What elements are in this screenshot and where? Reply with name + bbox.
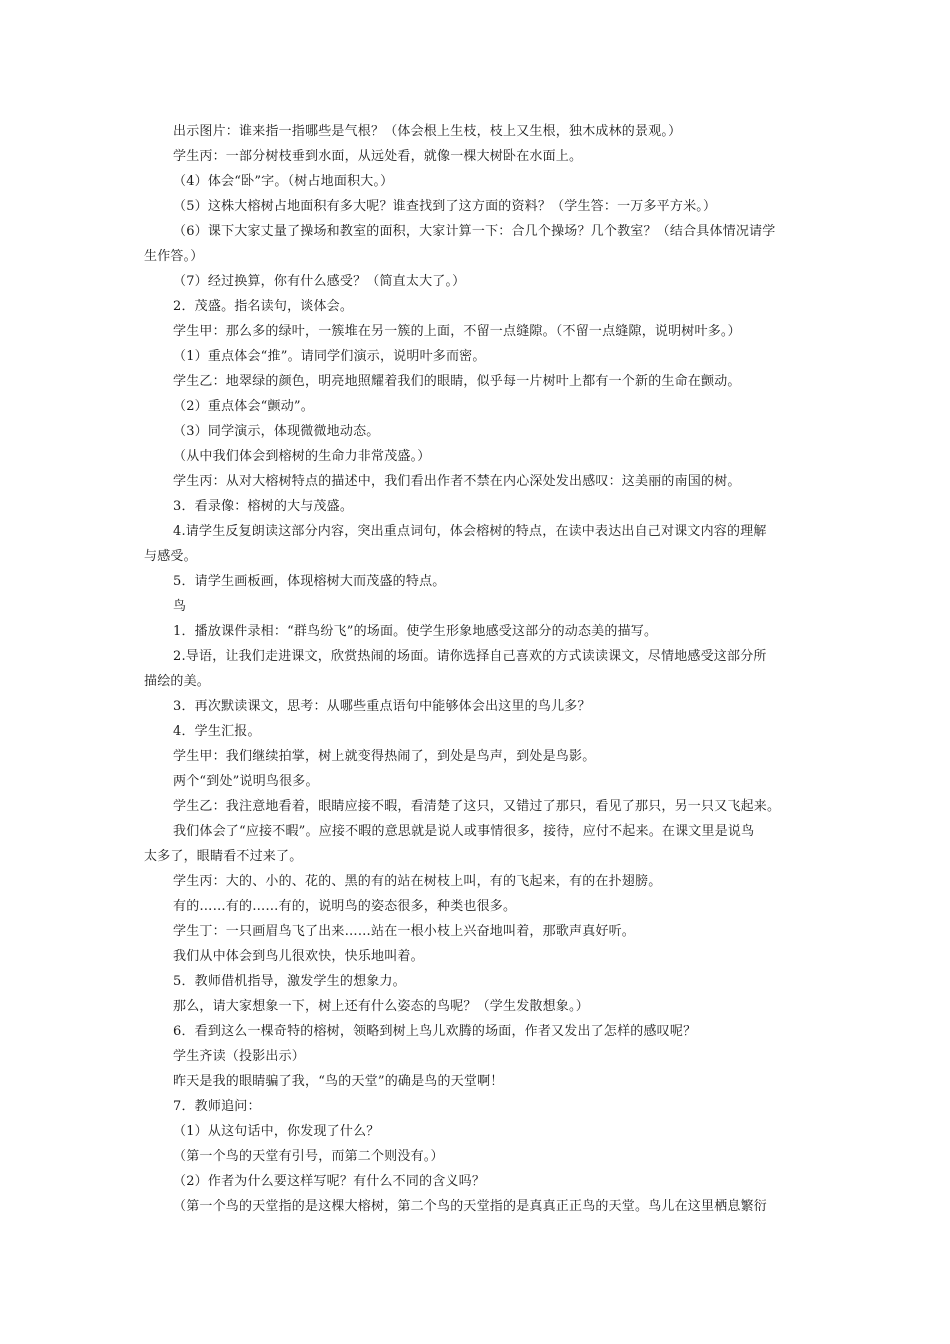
text-line: 3．再次默读课文，思考：从哪些重点语句中能够体会出这里的鸟儿多？ — [173, 699, 591, 714]
text-line: 出示图片：谁来指一指哪些是气根？（体会根上生枝，枝上又生根，独木成林的景观。） — [173, 124, 682, 139]
text-line: 学生丙：从对大榕树特点的描述中，我们看出作者不禁在内心深处发出感叹：这美丽的南国的树。 — [173, 474, 741, 489]
text-line: （2）重点体会“颤动”。 — [173, 399, 314, 414]
text-line: 学生丙：一部分树枝垂到水面，从远处看，就像一棵大树卧在水面上。 — [173, 149, 583, 164]
text-line: （第一个鸟的天堂有引号，而第二个则没有。） — [173, 1149, 444, 1164]
text-line: （2）作者为什么要这样写呢？有什么不同的含义吗？ — [173, 1174, 486, 1189]
text-line: 学生齐读（投影出示） — [173, 1049, 306, 1064]
text-line: 学生甲：那么多的绿叶，一簇堆在另一簇的上面，不留一点缝隙。（不留一点缝隙，说明树叶多。） — [173, 324, 741, 339]
text-line: （第一个鸟的天堂指的是这棵大榕树，第二个鸟的天堂指的是真真正正鸟的天堂。鸟儿在这里栖息繁衍 — [173, 1199, 768, 1214]
text-line: （4）体会“卧”字。（树占地面积大。） — [173, 174, 394, 189]
text-line: 生作答。） — [144, 249, 204, 264]
text-line: （1）从这句话中，你发现了什么？ — [173, 1124, 380, 1139]
text-line: 我们从中体会到鸟儿很欢快，快乐地叫着。 — [173, 949, 424, 964]
text-line: 1．播放课件录相：“群鸟纷飞”的场面。使学生形象地感受这部分的动态美的描写。 — [173, 624, 658, 639]
text-line: 5．教师借机指导，激发学生的想象力。 — [173, 974, 406, 989]
text-line: 与感受。 — [144, 549, 197, 564]
text-line: 学生丙：大的、小的、花的、黑的有的站在树枝上叫，有的飞起来，有的在扑翅膀。 — [173, 874, 662, 889]
text-line: 2.导语，让我们走进课文，欣赏热闹的场面。请你选择自己喜欢的方式读读课文，尽情地感受这部分所 — [173, 649, 767, 664]
text-line: 学生甲：我们继续拍掌，树上就变得热闹了，到处是鸟声，到处是鸟影。 — [173, 749, 596, 764]
section-heading: 鸟 — [173, 599, 187, 614]
text-line: 2．茂盛。指名读句，谈体会。 — [173, 299, 354, 314]
text-line: 学生乙：我注意地看着，眼睛应接不暇，看清楚了这只，又错过了那只，看见了那只，另一只又飞起来。 — [173, 799, 781, 814]
text-line: 昨天是我的眼睛骗了我，“鸟的天堂”的确是鸟的天堂啊！ — [173, 1074, 504, 1089]
text-line: 7．教师追问： — [173, 1099, 261, 1114]
text-line: 太多了，眼睛看不过来了。 — [144, 849, 303, 864]
text-line: 3．看录像：榕树的大与茂盛。 — [173, 499, 354, 514]
text-line: 6．看到这么一棵奇特的榕树，领略到树上鸟儿欢腾的场面，作者又发出了怎样的感叹呢？ — [173, 1024, 697, 1039]
text-line: （7）经过换算，你有什么感受？（简直太大了。） — [173, 274, 466, 289]
text-line: 我们体会了“应接不暇”。应接不暇的意思就是说人或事情很多，接待，应付不起来。在课文里是说鸟 — [173, 824, 755, 839]
text-line: （6）课下大家丈量了操场和教室的面积，大家计算一下：合几个操场？几个教室？（结合具体情况请学 — [173, 224, 776, 239]
text-line: 描绘的美。 — [144, 674, 211, 689]
text-line: 4．学生汇报。 — [173, 724, 261, 739]
text-line: 那么，请大家想象一下，树上还有什么姿态的鸟呢？（学生发散想象。） — [173, 999, 589, 1014]
text-line: （1）重点体会“推”。请同学们演示，说明叶多而密。 — [173, 349, 486, 364]
text-line: 4.请学生反复朗读这部分内容，突出重点词句，体会榕树的特点，在读中表达出自己对课文内容的理解 — [173, 524, 767, 539]
text-line: （从中我们体会到榕树的生命力非常茂盛。） — [173, 449, 431, 464]
text-line: 两个“到处”说明鸟很多。 — [173, 774, 319, 789]
text-line: （5）这株大榕树占地面积有多大呢？谁查找到了这方面的资料？（学生答：一万多平方米。） — [173, 199, 717, 214]
text-line: 有的……有的……有的，说明鸟的姿态很多，种类也很多。 — [173, 899, 517, 914]
text-line: 学生丁：一只画眉鸟飞了出来……站在一根小枝上兴奋地叫着，那歌声真好听。 — [173, 924, 636, 939]
text-line: （3）同学演示，体现微微地动态。 — [173, 424, 380, 439]
text-line: 学生乙：地翠绿的颜色，明亮地照耀着我们的眼睛，似乎每一片树叶上都有一个新的生命在颤动。 — [173, 374, 741, 389]
text-line: 5．请学生画板画，体现榕树大而茂盛的特点。 — [173, 574, 446, 589]
